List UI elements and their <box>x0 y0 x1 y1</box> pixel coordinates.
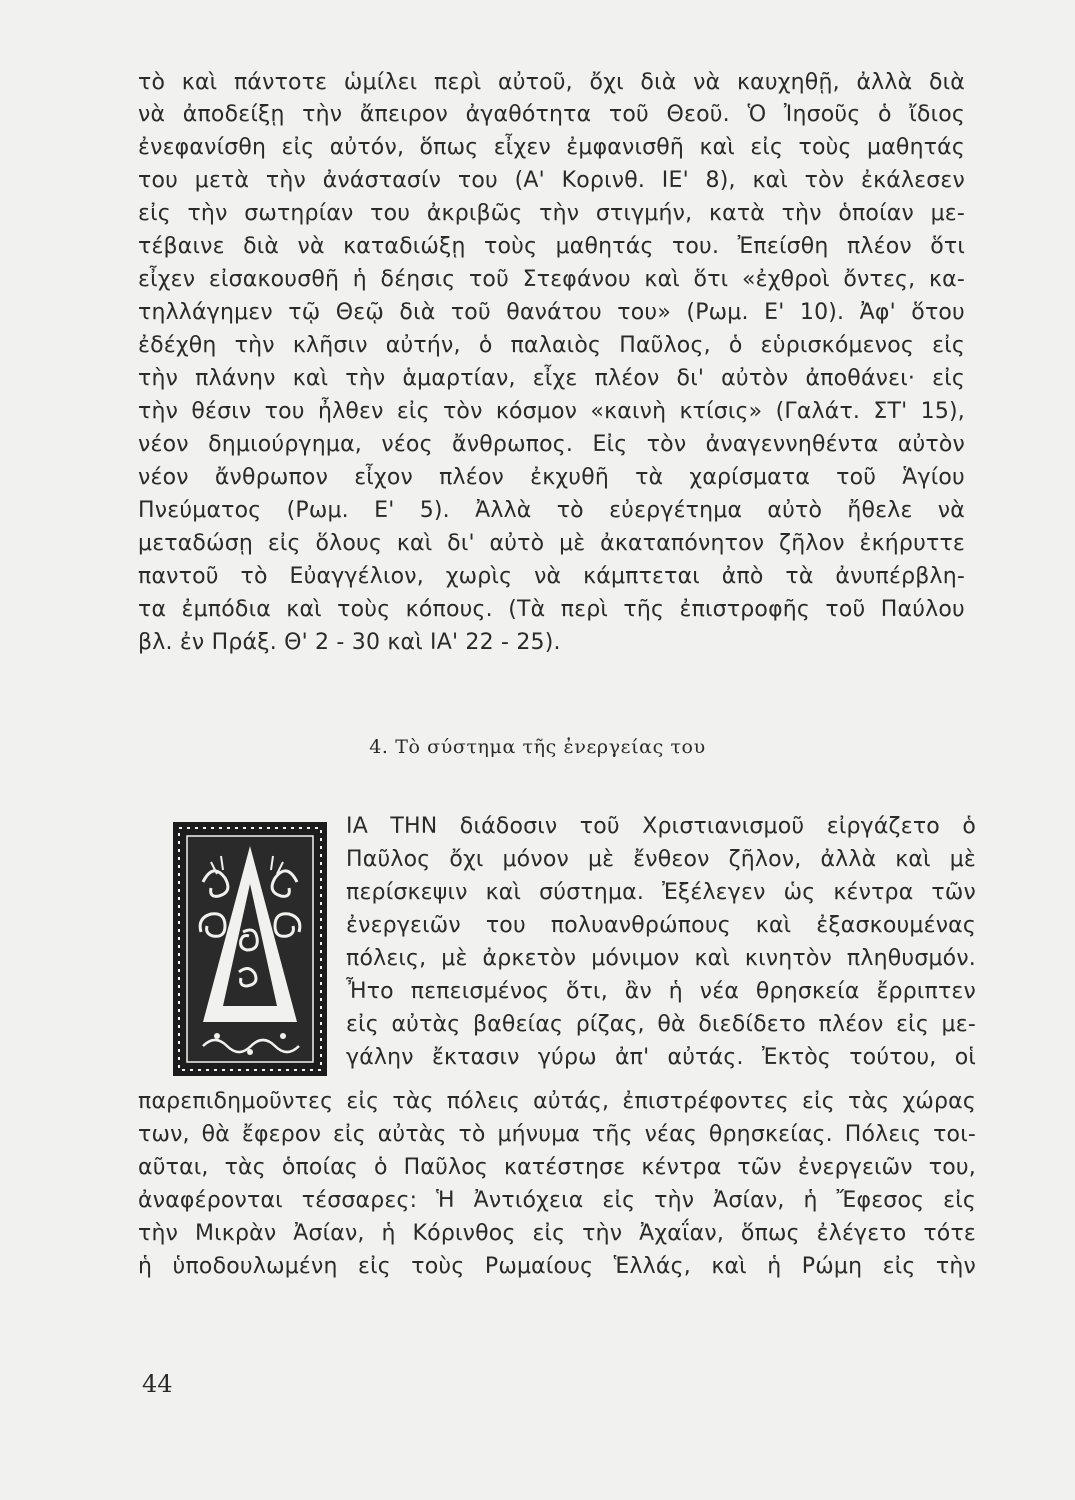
text-line: τέβαινε διὰ νὰ καταδιώξῃ τοὺς μαθητάς του. Ἐπείσθη πλέον ὅτι <box>138 234 965 259</box>
text-line: νὰ ἀποδείξῃ τὴν ἄπειρον ἀγαθότητα τοῦ Θεοῦ. Ὁ Ἰησοῦς ὁ ἴδιος <box>138 102 965 127</box>
text-line: μεταδώσῃ εἰς ὅλους καὶ δι' αὐτὸ μὲ ἀκαταπόνητον ζῆλον ἐκήρυττε <box>138 531 965 556</box>
text-line: Παῦλος ὄχι μόνον μὲ ἔνθεον ζῆλον, ἀλλὰ καὶ μὲ <box>346 847 976 872</box>
text-line: τα ἐμπόδια καὶ τοὺς κόπους. (Τὰ περὶ τῆς ἐπιστροφῆς τοῦ Παύλου <box>138 597 965 622</box>
text-line: εἰς τὴν σωτηρίαν του ἀκριβῶς τὴν στιγμήν, κατὰ τὴν ὁποίαν με- <box>138 201 965 226</box>
text-line: παρεπιδημοῦντες εἰς τὰς πόλεις αὐτάς, ἐπιστρέφοντες εἰς τὰς χώρας <box>138 1089 976 1114</box>
text-line: νέον ἄνθρωπον εἶχον πλέον ἐκχυθῆ τὰ χαρίσματα τοῦ Ἁγίου <box>138 465 965 490</box>
text-line: τὴν πλάνην καὶ τὴν ἁμαρτίαν, εἶχε πλέον δι' αὐτὸν ἀποθάνει· εἰς <box>138 366 965 391</box>
text-line: ἐνεφανίσθη εἰς αὐτόν, ὅπως εἶχεν ἐμφανισθῆ καὶ εἰς τοὺς μαθητάς <box>138 135 965 160</box>
text-line: τὸ καὶ πάντοτε ὡμίλει περὶ αὐτοῦ, ὄχι διὰ νὰ καυχηθῇ, ἀλλὰ διὰ <box>138 70 965 95</box>
text-line: εἶχεν εἰσακουσθῆ ἡ δέησις τοῦ Στεφάνου καὶ ὅτι «ἐχθροὶ ὄντες, κα- <box>138 267 965 292</box>
text-line: αῦται, τὰς ὁποίας ὁ Παῦλος κατέστησε κέντρα τῶν ἐνεργειῶν του, <box>138 1155 976 1180</box>
text-line: ΙΑ ΤΗΝ διάδοσιν τοῦ Χριστιανισμοῦ εἰργάζετο ὁ <box>346 814 976 839</box>
text-line: ἀναφέρονται τέσσαρες: Ἡ Ἀντιόχεια εἰς τὴν Ἀσίαν, ἡ Ἔφεσος εἰς <box>138 1188 976 1213</box>
text-line: ἐδέχθη τὴν κλῆσιν αὐτήν, ὁ παλαιὸς Παῦλος, ὁ εὑρισκόμενος εἰς <box>138 333 965 358</box>
text-line: περίσκεψιν καὶ σύστημα. Ἐξέλεγεν ὡς κέντρα τῶν <box>346 880 976 905</box>
text-line: πόλεις, μὲ ἀρκετὸν μόνιμον καὶ κινητὸν πληθυσμόν. <box>346 946 976 971</box>
text-line: ἐνεργειῶν του πολυανθρώπους καὶ ἐξασκουμένας <box>346 913 976 938</box>
text-line: τὴν Μικρὰν Ἀσίαν, ἡ Κόρινθος εἰς τὴν Ἀχαΐαν, ὅπως ἐλέγετο τότε <box>138 1221 976 1246</box>
text-line: βλ. ἐν Πράξ. Θ' 2 - 30 καὶ ΙΑ' 22 - 25). <box>138 630 561 655</box>
text-line: παντοῦ τὸ Εὐαγγέλιον, χωρὶς νὰ κάμπτεται ἀπὸ τὰ ἀνυπέρβλη- <box>138 564 965 589</box>
drop-cap-initial <box>173 822 327 1076</box>
text-line: τὴν θέσιν του ἦλθεν εἰς τὸν κόσμον «καινὴ κτίσις» (Γαλάτ. ΣΤ' 15), <box>138 399 965 424</box>
text-line: νέον δημιούργημα, νέος ἄνθρωπος. Εἰς τὸν ἀναγεννηθέντα αὐτὸν <box>138 432 965 457</box>
page-number: 44 <box>142 1370 173 1398</box>
text-line: ἡ ὑποδουλωμένη εἰς τοὺς Ρωμαίους Ἑλλάς, καὶ ἡ Ρώμη εἰς τὴν <box>138 1254 976 1279</box>
text-line: των, θὰ ἔφερον εἰς αὐτὰς τὸ μήνυμα τῆς νέας θρησκείας. Πόλεις τοι- <box>138 1122 976 1147</box>
text-line: Ἦτο πεπεισμένος ὅτι, ἂν ἡ νέα θρησκεία ἔρριπτεν <box>346 979 976 1004</box>
section-heading: 4. Τὸ σύστημα τῆς ἐνεργείας του <box>369 736 706 758</box>
text-line: γάλην ἔκτασιν γύρω ἀπ' αὐτάς. Ἐκτὸς τούτου, οἱ <box>346 1045 976 1070</box>
text-line: τηλλάγημεν τῷ Θεῷ διὰ τοῦ θανάτου του» (Ρωμ. Ε' 10). Ἀφ' ὅτου <box>138 300 965 325</box>
text-line: εἰς αὐτὰς βαθείας ρίζας, θὰ διεδίδετο πλέον εἰς με- <box>346 1012 976 1037</box>
text-line: Πνεύματος (Ρωμ. Ε' 5). Ἀλλὰ τὸ εὐεργέτημα αὐτὸ ἤθελε νὰ <box>138 498 965 523</box>
text-line: του μετὰ τὴν ἀνάστασίν του (Α' Κορινθ. ΙΕ' 8), καὶ τὸν ἐκάλεσεν <box>138 168 965 193</box>
